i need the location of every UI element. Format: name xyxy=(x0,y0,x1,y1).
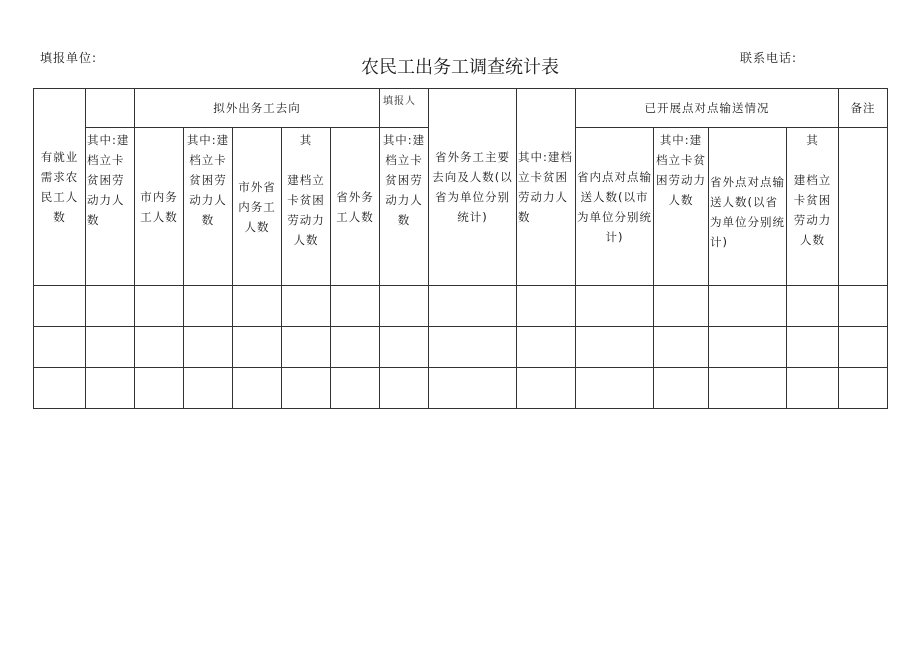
header-cell-out-province-p2p xyxy=(709,128,787,286)
data-cell[interactable] xyxy=(429,286,517,327)
header-label: 有就业需求农民工人数 xyxy=(40,150,79,224)
header-label: 建档立卡贫困劳动力人数 xyxy=(287,173,325,247)
header-label: 建档立卡贫困劳动力人数 xyxy=(793,173,832,247)
header-cell-poor-labor xyxy=(282,128,331,286)
data-cell[interactable] xyxy=(135,286,184,327)
data-cell[interactable] xyxy=(34,368,86,409)
data-cell[interactable] xyxy=(576,327,654,368)
data-cell[interactable] xyxy=(135,368,184,409)
data-cell[interactable] xyxy=(709,327,787,368)
data-cell[interactable] xyxy=(282,368,331,409)
header-cell-out-province-destinations xyxy=(429,89,517,286)
header-cell-poor-labor xyxy=(787,128,839,286)
data-cell[interactable] xyxy=(34,286,86,327)
header-cell-out-city-in-province-workers xyxy=(233,128,282,286)
data-cell[interactable] xyxy=(654,286,709,327)
data-cell[interactable] xyxy=(380,368,429,409)
header-label: 省外务工人数 xyxy=(336,189,374,224)
data-cell[interactable] xyxy=(86,327,135,368)
header-cell-in-province-p2p xyxy=(576,128,654,286)
data-cell[interactable] xyxy=(429,368,517,409)
header-label: 其中:建档立卡贫困劳动力人数 xyxy=(518,150,573,224)
group-label: 拟外出务工去向 xyxy=(213,101,301,115)
data-cell[interactable] xyxy=(709,286,787,327)
header-label: 备注 xyxy=(850,101,876,115)
header-cell-poor-labor xyxy=(184,128,233,286)
table-row xyxy=(34,286,888,327)
header-blank-cell xyxy=(86,89,135,128)
header-label: 其中:建档立卡贫困劳动力人数 xyxy=(186,133,230,227)
header-label: 省外点对点输送人数(以省为单位分别统计) xyxy=(710,174,785,249)
data-cell[interactable] xyxy=(282,327,331,368)
page-title: 农民工出务工调查统计表 xyxy=(361,57,559,78)
data-cell[interactable] xyxy=(787,286,839,327)
header-cell-in-city-workers xyxy=(135,128,184,286)
data-cell[interactable] xyxy=(233,368,282,409)
data-cell[interactable] xyxy=(517,368,576,409)
filler-stamp-text: 填报人 xyxy=(383,96,416,106)
data-cell[interactable] xyxy=(654,327,709,368)
header-label: 市内务工人数 xyxy=(140,189,178,224)
header-label: 省外务工主要去向及人数(以省为单位分别统计) xyxy=(432,150,513,224)
header-cell-poor-labor xyxy=(654,128,709,286)
header-label: 其中:建档立卡贫困劳动力人数 xyxy=(87,133,130,227)
data-cell[interactable] xyxy=(380,286,429,327)
data-cell[interactable] xyxy=(184,327,233,368)
survey-table xyxy=(33,88,888,409)
data-cell[interactable] xyxy=(86,368,135,409)
data-cell[interactable] xyxy=(517,286,576,327)
header-cell-poor-labor xyxy=(380,128,429,286)
header-cell-total-workers xyxy=(34,89,86,286)
header-label-top: 其 xyxy=(806,133,819,147)
data-cell[interactable] xyxy=(787,327,839,368)
data-cell[interactable] xyxy=(654,368,709,409)
data-cell[interactable] xyxy=(839,327,888,368)
table-row xyxy=(34,368,888,409)
header-label: 其中:建档立卡贫困劳动力人数 xyxy=(656,133,706,207)
header-label: 市外省内务工人数 xyxy=(238,179,276,234)
table-row xyxy=(34,327,888,368)
data-cell[interactable] xyxy=(517,327,576,368)
data-cell[interactable] xyxy=(709,368,787,409)
data-cell[interactable] xyxy=(380,327,429,368)
data-cell[interactable] xyxy=(34,327,86,368)
data-cell[interactable] xyxy=(282,286,331,327)
header-cell-remark xyxy=(839,89,888,128)
data-cell[interactable] xyxy=(576,286,654,327)
header-cell-out-province-workers xyxy=(331,128,380,286)
data-cell[interactable] xyxy=(233,286,282,327)
data-cell[interactable] xyxy=(184,368,233,409)
data-cell[interactable] xyxy=(331,368,380,409)
data-cell[interactable] xyxy=(787,368,839,409)
header-cell-poor-labor xyxy=(517,89,576,286)
header-group-planned-destination xyxy=(135,89,380,128)
data-cell[interactable] xyxy=(839,286,888,327)
header-blank-cell xyxy=(839,128,888,286)
contact-phone-label: 联系电话: xyxy=(740,51,798,65)
data-cell[interactable] xyxy=(184,286,233,327)
fill-unit-label: 填报单位: xyxy=(40,51,98,65)
header-label: 省内点对点输送人数(以市为单位分别统计) xyxy=(577,169,652,244)
data-cell[interactable] xyxy=(331,286,380,327)
data-cell[interactable] xyxy=(576,368,654,409)
header-label-top: 其 xyxy=(299,133,313,147)
header-label: 其中:建档立卡贫困劳动力人数 xyxy=(382,133,426,227)
data-cell[interactable] xyxy=(135,327,184,368)
header-group-p2p-transport xyxy=(576,89,839,128)
data-cell[interactable] xyxy=(86,286,135,327)
data-cell[interactable] xyxy=(331,327,380,368)
data-cell[interactable] xyxy=(839,368,888,409)
data-cell[interactable] xyxy=(233,327,282,368)
data-cell[interactable] xyxy=(429,327,517,368)
header-cell-poor-labor xyxy=(86,128,135,286)
group-label: 已开展点对点输送情况 xyxy=(644,101,770,115)
